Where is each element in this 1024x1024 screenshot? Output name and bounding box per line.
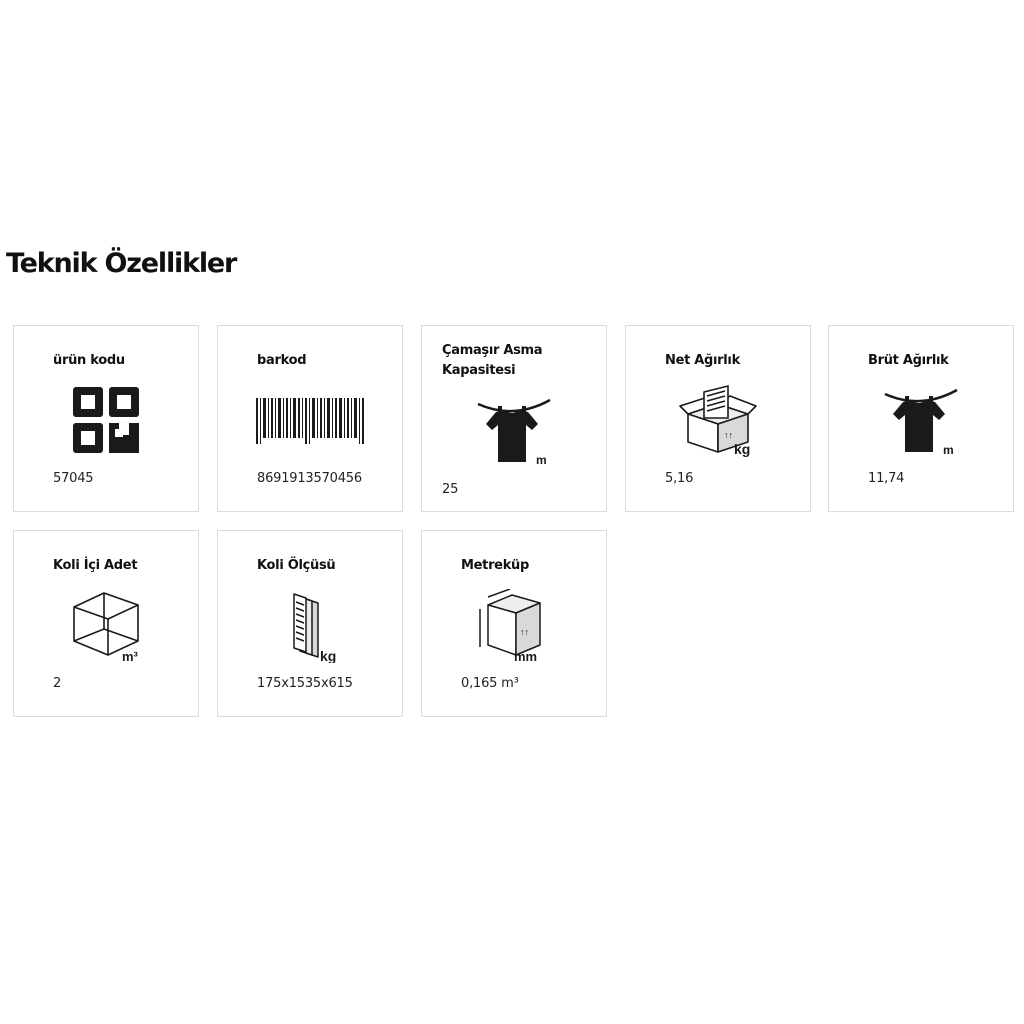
svg-text:kg: kg — [320, 648, 337, 663]
spec-label: Brüt Ağırlık — [868, 353, 949, 368]
spec-card-net-weight — [625, 325, 811, 512]
spec-label: Koli Ölçüsü — [257, 558, 336, 573]
spec-label: Koli İçi Adet — [53, 558, 138, 573]
spec-value: 5,16 — [665, 471, 694, 486]
spec-value: 2 — [53, 676, 62, 691]
spec-card-product-code — [13, 325, 199, 512]
svg-text:↑↑: ↑↑ — [520, 627, 529, 637]
box-dimensions-icon — [474, 589, 554, 663]
barcode-icon — [254, 396, 366, 446]
spec-value: 25 — [442, 482, 459, 497]
spec-card-volume — [421, 530, 607, 717]
spec-card-box-dimensions — [217, 530, 403, 717]
svg-text:m: m — [536, 453, 547, 467]
svg-text:kg: kg — [734, 441, 751, 457]
cube-icon — [66, 589, 146, 663]
qr-code-icon — [66, 384, 146, 458]
spec-label: Çamaşır Asma Kapasitesi — [442, 343, 543, 378]
spec-label: Metreküp — [461, 558, 530, 573]
open-box-icon — [678, 384, 758, 458]
spec-card-barcode — [217, 325, 403, 512]
panels-stack-icon — [270, 589, 350, 663]
spec-label: Net Ağırlık — [665, 353, 740, 368]
svg-text:m: m — [943, 443, 954, 457]
hanging-shirt-icon — [474, 394, 554, 468]
spec-card-hanging-capacity — [421, 325, 607, 512]
spec-value: 11,74 — [868, 471, 905, 486]
spec-label: barkod — [257, 353, 307, 368]
spec-label: ürün kodu — [53, 353, 125, 368]
spec-value: 0,165 m³ — [461, 676, 519, 691]
spec-value: 175x1535x615 — [257, 676, 353, 691]
svg-text:mm: mm — [514, 649, 538, 663]
spec-value: 57045 — [53, 471, 94, 486]
hanging-shirt-icon — [881, 384, 961, 458]
svg-text:m³: m³ — [122, 649, 138, 663]
svg-text:↑↑: ↑↑ — [724, 430, 733, 440]
spec-card-units-per-box — [13, 530, 199, 717]
spec-value: 8691913570456 — [257, 471, 362, 486]
spec-card-gross-weight — [828, 325, 1014, 512]
section-title: Teknik Özellikler — [6, 248, 237, 279]
